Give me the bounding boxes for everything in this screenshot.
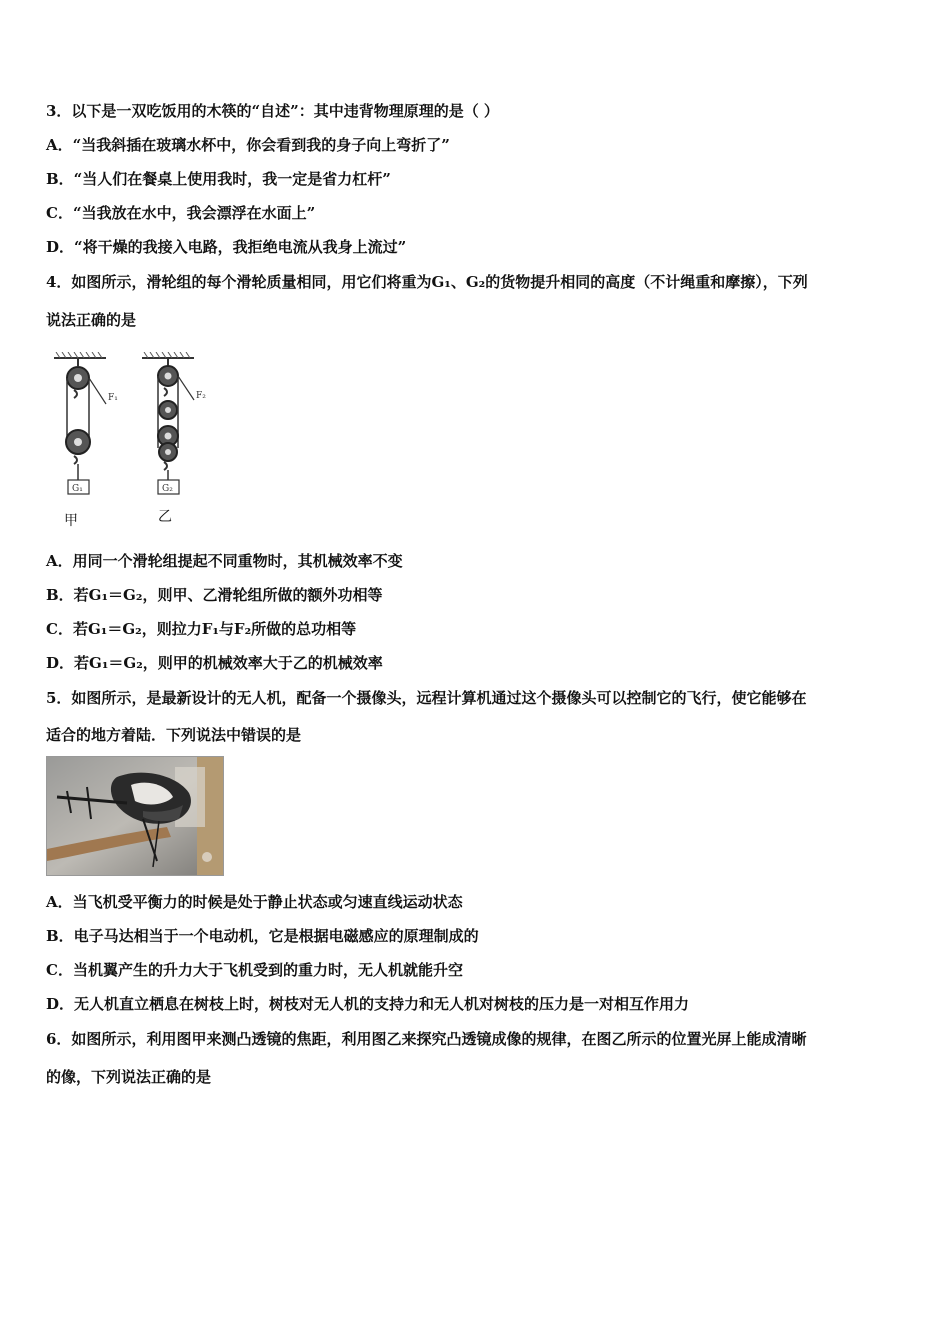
q3-option-a: A．“当我斜插在玻璃水杯中，你会看到我的身子向上弯折了” — [46, 136, 450, 154]
caption-left: 甲 — [64, 513, 78, 529]
q3-option-d: D．“将干燥的我接入电路，我拒绝电流从我身上流过” — [46, 238, 407, 256]
weight-label-left: G₁ — [72, 484, 83, 494]
pulley-system-right — [158, 358, 194, 494]
force-label-left: F₁ — [108, 393, 118, 403]
q6-stem-line2: 的像，下列说法正确的是 — [46, 1068, 212, 1086]
q5-option-b: B．电子马达相当于一个电动机，它是根据电磁感应的原理制成的 — [46, 927, 479, 945]
q4-stem-line1: 4．如图所示，滑轮组的每个滑轮质量相同，用它们将重为G₁、G₂的货物提升相同的高度（不计绳重和摩擦），下列 — [46, 273, 808, 291]
ceiling-right — [142, 352, 194, 358]
q5-stem-line2: 适合的地方着陆．下列说法中错误的是 — [46, 726, 302, 744]
drone-photo-svg — [47, 757, 223, 875]
pulley-diagram-svg — [44, 352, 234, 532]
pulley-diagram — [44, 352, 234, 532]
q5-option-a: A．当飞机受平衡力的时候是处于静止状态或匀速直线运动状态 — [46, 893, 463, 911]
q3-option-b: B．“当人们在餐桌上使用我时，我一定是省力杠杆” — [46, 170, 391, 188]
q4-option-b: B．若G₁＝G₂，则甲、乙滑轮组所做的额外功相等 — [46, 586, 383, 604]
q5-stem-line1: 5．如图所示，是最新设计的无人机，配备一个摄像头，远程计算机通过这个摄像头可以控制它的飞行，使它能够在 — [46, 689, 807, 707]
q4-option-c: C．若G₁＝G₂，则拉力F₁与F₂所做的总功相等 — [46, 620, 357, 638]
q3-stem: 3．以下是一双吃饭用的木筷的“自述”：其中违背物理原理的是（ ） — [46, 102, 499, 120]
weight-label-right: G₂ — [162, 484, 173, 494]
pulley-system-left — [66, 358, 106, 494]
force-label-right: F₂ — [196, 391, 206, 401]
q4-stem-line2: 说法正确的是 — [46, 311, 137, 329]
q4-option-d: D．若G₁＝G₂，则甲的机械效率大于乙的机械效率 — [46, 654, 383, 672]
q5-option-d: D．无人机直立栖息在树枝上时，树枝对无人机的支持力和无人机对树枝的压力是一对相互作用力 — [46, 995, 690, 1013]
q6-stem-line1: 6．如图所示，利用图甲来测凸透镜的焦距，利用图乙来探究凸透镜成像的规律，在图乙所示的位置光屏上能成清晰 — [46, 1030, 807, 1048]
q5-option-c: C．当机翼产生的升力大于飞机受到的重力时，无人机就能升空 — [46, 961, 463, 979]
q3-option-c: C．“当我放在水中，我会漂浮在水面上” — [46, 204, 316, 222]
drone-photo — [46, 756, 224, 876]
caption-right: 乙 — [158, 509, 172, 525]
ceiling-left — [54, 352, 106, 358]
q4-option-a: A．用同一个滑轮组提起不同重物时，其机械效率不变 — [46, 552, 403, 570]
